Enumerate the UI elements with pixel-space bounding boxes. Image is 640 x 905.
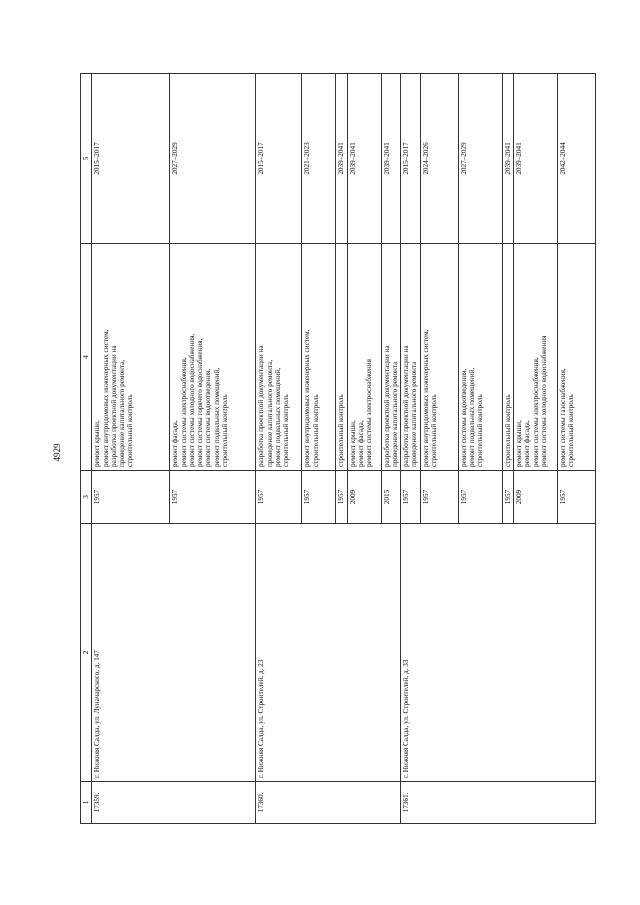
- build-year: 1957: [92, 471, 170, 524]
- works-cell: [302, 244, 336, 471]
- repair-period: 2015–2017: [401, 74, 421, 244]
- build-year: 2009: [347, 471, 381, 524]
- table-row: [92, 74, 170, 824]
- repair-period: 2015–2017: [256, 74, 302, 244]
- build-year: 1957: [336, 471, 347, 524]
- works-cell: [92, 244, 170, 471]
- repair-period: 2039–2041: [347, 74, 381, 244]
- repair-schedule-table: [80, 73, 596, 824]
- work-line: строительный контроль: [311, 394, 320, 467]
- works-cell: [256, 244, 302, 471]
- works-cell: [420, 244, 458, 471]
- work-line: ремонт системы водоотведения,: [459, 368, 468, 467]
- page-number: 4929: [52, 443, 62, 462]
- entry-id: 17359.: [92, 782, 256, 824]
- work-line: строительный контроль: [476, 394, 485, 467]
- work-line: строительный контроль: [220, 394, 229, 467]
- works-cell: [502, 244, 513, 471]
- work-line: проведение капитального ремонта: [410, 361, 419, 467]
- work-line: разработка проектной документации на: [109, 345, 118, 467]
- work-line: строительный контроль: [567, 394, 576, 467]
- work-line: строительный контроль: [282, 394, 291, 467]
- work-line: проведение капитального ремонта,: [265, 359, 274, 467]
- works-cell: [513, 244, 557, 471]
- work-line: строительный контроль: [126, 394, 135, 467]
- build-year: 1957: [302, 471, 336, 524]
- work-line: ремонт крыши,: [93, 420, 102, 467]
- build-year: 1957: [458, 471, 502, 524]
- work-line: разработка проектной документации на: [382, 345, 391, 467]
- build-year: 1957: [256, 471, 302, 524]
- header-col-1: 1: [81, 782, 92, 824]
- work-line: ремонт подвальных помещений,: [467, 367, 476, 467]
- build-year: 1957: [401, 471, 421, 524]
- repair-period: 2027–2029: [458, 74, 502, 244]
- work-line: ремонт фасада,: [356, 420, 365, 467]
- work-line: разработка проектной документации на: [402, 345, 411, 467]
- work-line: ремонт подвальных помещений,: [273, 367, 282, 467]
- work-line: проведение капитального ремонта: [390, 361, 399, 467]
- work-line: ремонт системы горячего водоснабжения,: [196, 338, 205, 467]
- work-line: ремонт системы холодного водоснабжения: [539, 335, 548, 467]
- repair-period: 2027–2029: [170, 74, 256, 244]
- work-line: строительный контроль: [429, 394, 438, 467]
- header-col-3: 3: [81, 471, 92, 524]
- build-year: 1957: [170, 471, 256, 524]
- entry-address: г. Нижняя Салда, ул. Строителей, д. 23: [256, 524, 401, 782]
- work-line: ремонт системы электроснабжения,: [179, 357, 188, 467]
- repair-period: 2039–2041: [502, 74, 513, 244]
- repair-period: 2039–2041: [513, 74, 557, 244]
- work-line: ремонт внутридомовых инженерных систем,: [303, 329, 312, 467]
- work-line: ремонт системы холодного водоснабжения,: [187, 333, 196, 467]
- repair-period: 2021–2023: [302, 74, 336, 244]
- work-line: ремонт фасада,: [523, 420, 532, 467]
- work-line: ремонт внутридомовых инженерных систем,: [101, 329, 110, 467]
- work-line: ремонт крыши,: [348, 420, 357, 467]
- entry-id: 17360.: [256, 782, 401, 824]
- header-col-5: 5: [81, 74, 92, 244]
- work-line: проведение капитального ремонта,: [118, 359, 127, 467]
- work-line: строительный контроль: [503, 394, 512, 467]
- work-line: ремонт системы газоснабжения,: [558, 368, 567, 467]
- work-line: строительный контроль: [337, 394, 346, 467]
- table-row: [256, 74, 302, 824]
- build-year: 1957: [420, 471, 458, 524]
- table-row: [401, 74, 421, 824]
- works-cell: [401, 244, 421, 471]
- works-cell: [458, 244, 502, 471]
- works-cell: [170, 244, 256, 471]
- works-cell: [381, 244, 401, 471]
- build-year: 2009: [513, 471, 557, 524]
- repair-period: 2042–2044: [557, 74, 595, 244]
- work-line: ремонт крыши,: [514, 420, 523, 467]
- entry-id: 17361.: [401, 782, 596, 824]
- entry-address: г. Нижняя Салда, ул. Луначарского, д. 147: [92, 524, 256, 782]
- work-line: ремонт системы электроснабжения: [365, 359, 374, 467]
- works-cell: [336, 244, 347, 471]
- repair-period: 2039–2041: [336, 74, 347, 244]
- work-line: ремонт подвальных помещений,: [212, 367, 221, 467]
- work-line: ремонт системы электроснабжения,: [531, 357, 540, 467]
- work-line: разработка проектной документации на: [257, 345, 266, 467]
- work-line: ремонт фасада,: [171, 420, 180, 467]
- repair-period: 2024–2026: [420, 74, 458, 244]
- work-line: ремонт внутридомовых инженерных систем,: [421, 329, 430, 467]
- header-col-4: 4: [81, 244, 92, 471]
- header-col-2: 2: [81, 524, 92, 782]
- works-cell: [557, 244, 595, 471]
- build-year: 2015: [381, 471, 401, 524]
- build-year: 1957: [557, 471, 595, 524]
- repair-period: 2015–2017: [92, 74, 170, 244]
- repair-period: 2039–2041: [381, 74, 401, 244]
- work-line: ремонт системы водоотведения,: [204, 368, 213, 467]
- header-row: [81, 74, 92, 824]
- build-year: 1957: [502, 471, 513, 524]
- entry-address: г. Нижняя Салда, ул. Строителей, д. 33: [401, 524, 596, 782]
- works-cell: [347, 244, 381, 471]
